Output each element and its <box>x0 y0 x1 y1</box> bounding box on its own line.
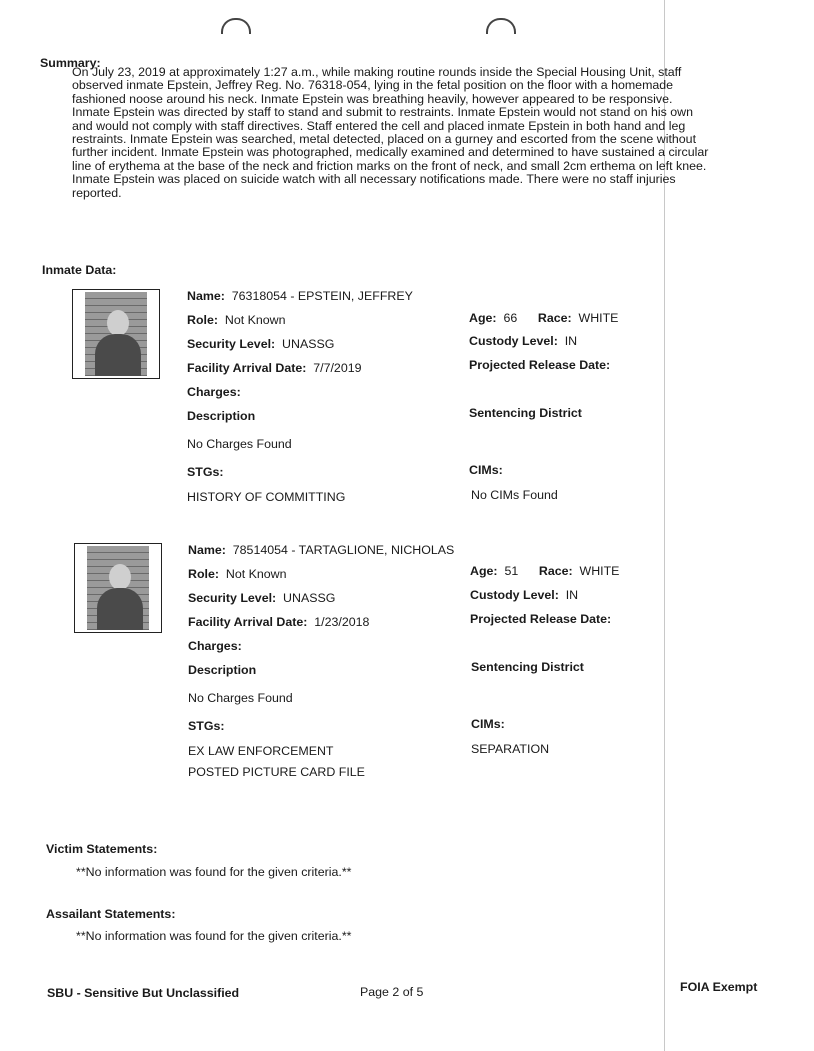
age-value: 51 <box>504 564 519 578</box>
inmate-name: 76318054 - EPSTEIN, JEFFREY <box>231 289 413 303</box>
cims-label: CIMs: <box>469 463 503 477</box>
race-label: Race: <box>537 311 572 325</box>
facility-arrival-value: 7/7/2019 <box>313 361 362 375</box>
age-race-row <box>469 311 618 325</box>
role-row <box>187 313 286 327</box>
age-race-row <box>470 564 619 578</box>
security-level-label: Security Level: <box>188 591 277 605</box>
summary-line: observed inmate Epstein, Jeffrey Reg. No. 76318-054, lying in the fetal position on the floor with a homemade <box>72 78 674 93</box>
inmate-photo <box>72 289 160 379</box>
summary-line: fashioned noose around his neck. Inmate Epstein was breathing heavily, however appeared to be responsive. <box>72 91 673 106</box>
charges-label: Charges: <box>187 385 241 399</box>
security-level-row <box>187 337 334 351</box>
summary-text <box>72 66 772 200</box>
name-label: Name: <box>188 543 226 557</box>
punch-hole-right <box>486 18 516 34</box>
custody-level-label: Custody Level: <box>470 588 559 602</box>
cims-value: SEPARATION <box>471 742 550 756</box>
cims-value: No CIMs Found <box>471 488 558 502</box>
stg-value: EX LAW ENFORCEMENT <box>188 744 334 758</box>
punch-hole-left <box>221 18 251 34</box>
inmate-data-heading: Inmate Data: <box>42 263 117 277</box>
age-label: Age: <box>469 311 497 325</box>
role-value: Not Known <box>225 567 287 581</box>
charges-value: No Charges Found <box>188 691 293 705</box>
cims-label: CIMs: <box>471 717 505 731</box>
age-value: 66 <box>503 311 518 325</box>
role-label: Role: <box>187 313 218 327</box>
inmate-name-row <box>187 289 413 303</box>
summary-heading: Summary: <box>40 56 101 70</box>
assailant-statements-heading: Assailant Statements: <box>46 907 176 921</box>
race-value: WHITE <box>578 311 619 325</box>
role-value: Not Known <box>224 313 286 327</box>
footer-classification: SBU - Sensitive But Unclassified <box>47 986 240 1000</box>
role-label: Role: <box>188 567 219 581</box>
summary-line: restraints. Inmate Epstein was searched, metal detected, placed on a gurney and escorted from the scene without <box>72 132 697 147</box>
facility-arrival-row <box>188 615 369 629</box>
summary-line: Inmate Epstein was placed on suicide watch with all necessary notifications made. There were no staff injuries <box>72 172 676 187</box>
stg-value: POSTED PICTURE CARD FILE <box>188 765 365 779</box>
summary-line: On July 23, 2019 at approximately 1:27 a.m., while making routine rounds inside the Special Housing Unit, staff <box>72 65 682 79</box>
victim-statements-text: **No information was found for the given criteria.** <box>76 865 352 879</box>
security-level-label: Security Level: <box>187 337 276 351</box>
inmate-photo <box>74 543 162 633</box>
role-row <box>188 567 287 581</box>
custody-level-label: Custody Level: <box>469 334 558 348</box>
facility-arrival-row <box>187 361 362 375</box>
custody-level-row <box>470 588 578 602</box>
custody-level-value: IN <box>565 588 579 602</box>
facility-arrival-value: 1/23/2018 <box>314 615 370 629</box>
facility-arrival-label: Facility Arrival Date: <box>187 361 307 375</box>
inmate-name: 78514054 - TARTAGLIONE, NICHOLAS <box>232 543 455 557</box>
projected-release-label: Projected Release Date: <box>469 358 611 372</box>
page-number: Page 2 of 5 <box>360 985 424 999</box>
summary-line: further incident. Inmate Epstein was photographed, medically examined and determined to have sustained a circular <box>72 145 709 160</box>
inmate-name-row <box>188 543 454 557</box>
description-label: Description <box>188 663 257 677</box>
summary-line: line of erythema at the base of the neck and friction marks on the front of neck, and small 2cm erthema on left knee. <box>72 158 707 173</box>
victim-statements-heading: Victim Statements: <box>46 842 158 856</box>
projected-release-label: Projected Release Date: <box>470 612 612 626</box>
stg-value: HISTORY OF COMMITTING <box>187 490 346 504</box>
assailant-statements-text: **No information was found for the given criteria.** <box>76 929 352 943</box>
stgs-label: STGs: <box>187 465 224 479</box>
charges-value: No Charges Found <box>187 437 292 451</box>
custody-level-value: IN <box>564 334 578 348</box>
security-level-value: UNASSG <box>283 591 336 605</box>
summary-line: and would not comply with staff directives. Staff entered the cell and placed inmate Epstein in both hand and leg <box>72 118 686 133</box>
security-level-row <box>188 591 335 605</box>
inmate-record <box>0 289 814 519</box>
race-value: WHITE <box>579 564 620 578</box>
security-level-value: UNASSG <box>282 337 335 351</box>
summary-line: Inmate Epstein was directed by staff to stand and submit to restraints. Inmate Epstein would not stand on his own <box>72 105 694 120</box>
summary-line: reported. <box>72 185 122 200</box>
foia-exempt-label: FOIA Exempt <box>680 980 758 994</box>
race-label: Race: <box>538 564 573 578</box>
name-label: Name: <box>187 289 225 303</box>
sentencing-district-label: Sentencing District <box>469 406 582 420</box>
custody-level-row <box>469 334 577 348</box>
description-label: Description <box>187 409 256 423</box>
facility-arrival-label: Facility Arrival Date: <box>188 615 308 629</box>
age-label: Age: <box>470 564 498 578</box>
stgs-label: STGs: <box>188 719 225 733</box>
inmate-record <box>0 543 814 779</box>
charges-label: Charges: <box>188 639 242 653</box>
sentencing-district-label: Sentencing District <box>471 660 584 674</box>
